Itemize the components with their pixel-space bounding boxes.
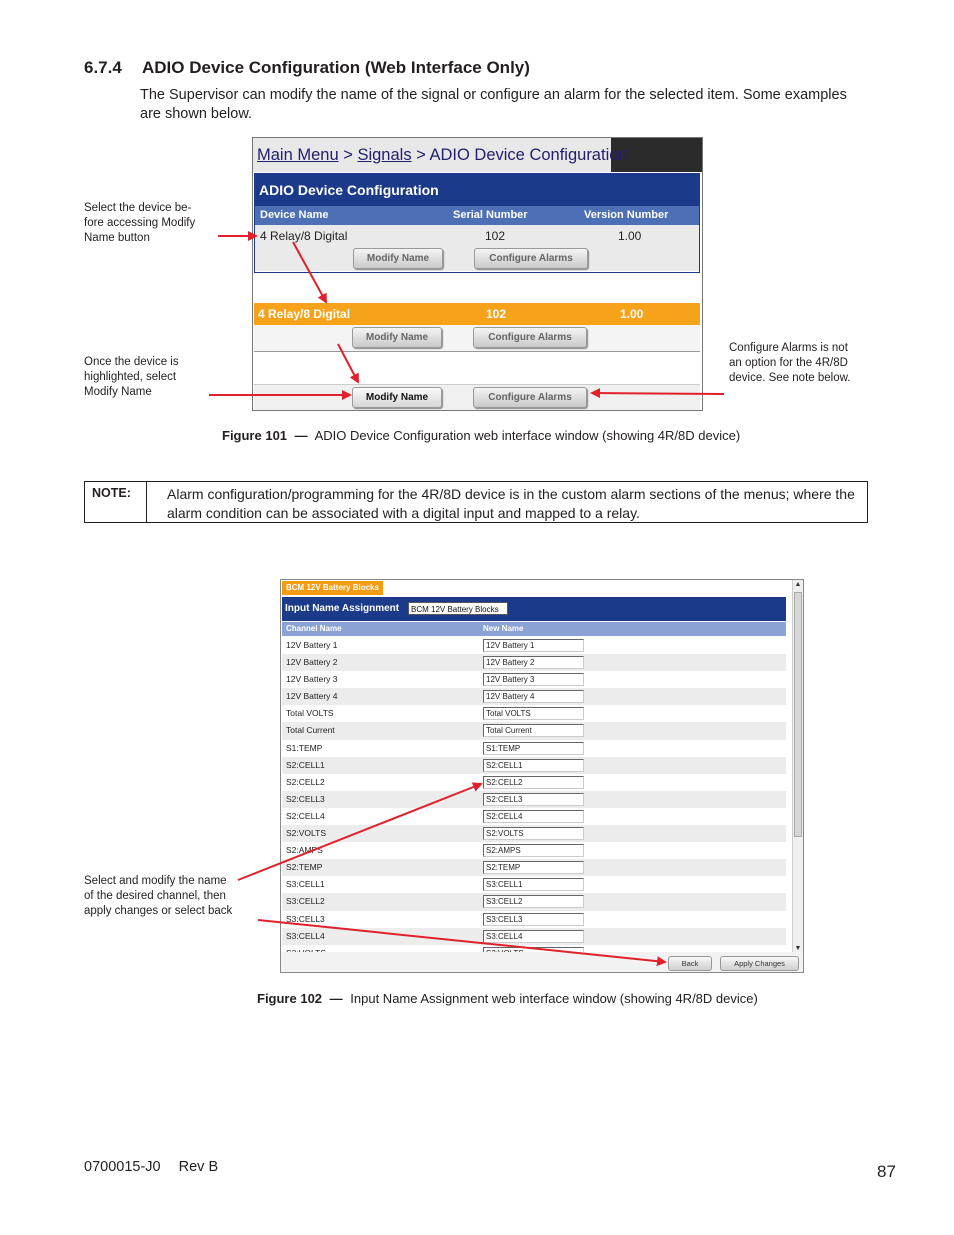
- revision: Rev B: [178, 1159, 219, 1175]
- channel-name: Total Current: [286, 725, 335, 736]
- arrow-modify-button: [338, 344, 358, 382]
- note-text: Alarm configuration/programming for the 4R/8D device is in the custom alarm sections of the menus; where the alarm condition can be associated with a digital input and mapped to a relay.: [167, 486, 855, 521]
- new-name-input[interactable]: S2:CELL2: [483, 776, 584, 789]
- configure-alarms-button[interactable]: Configure Alarms: [473, 387, 587, 408]
- callout-highlighted: Once the device is highlighted, select Modify Name: [84, 356, 179, 398]
- channel-name: S2:CELL4: [286, 810, 325, 821]
- section-title: ADIO Device Configuration (Web Interface Only): [142, 58, 530, 77]
- channel-name: S2:AMPS: [286, 845, 323, 856]
- configure-alarms-button[interactable]: Configure Alarms: [473, 327, 587, 348]
- new-name-input[interactable]: S1:TEMP: [483, 742, 584, 755]
- modify-name-button[interactable]: Modify Name: [353, 248, 443, 269]
- breadcrumb-signals[interactable]: Signals: [357, 146, 412, 164]
- col-channel-name: Channel Name: [286, 624, 342, 633]
- header-label: Input Name Assignment: [285, 603, 400, 614]
- channel-name: 12V Battery 2: [286, 657, 338, 668]
- caption-label: Figure 101: [222, 428, 288, 443]
- arrow-buttons: [258, 920, 665, 962]
- channel-name: S2:TEMP: [286, 862, 323, 873]
- channel-name: 12V Battery 4: [286, 691, 338, 702]
- scroll-down-icon[interactable]: ▼: [794, 945, 802, 952]
- caption-label: Figure 102: [257, 991, 323, 1006]
- configure-alarms-button[interactable]: Configure Alarms: [474, 248, 588, 269]
- callout-alarms-not-option: Configure Alarms is not an option for the 4R/8D device. See note below.: [729, 342, 851, 384]
- col-serial-number: Serial Number: [453, 209, 528, 221]
- col-version-number: Version Number: [584, 209, 669, 221]
- device-serial: 102: [485, 229, 506, 243]
- new-name-input[interactable]: S2:AMPS: [483, 844, 584, 857]
- new-name-input[interactable]: S2:CELL3: [483, 793, 584, 806]
- new-name-input[interactable]: S2:VOLTS: [483, 827, 584, 840]
- breadcrumb-separator: >: [343, 146, 353, 164]
- channel-name: S2:CELL3: [286, 793, 325, 804]
- channel-name: S3:CELL2: [286, 896, 325, 907]
- new-name-input[interactable]: S2:CELL4: [483, 810, 584, 823]
- arrow-channel: [238, 784, 481, 880]
- caption-text: Input Name Assignment web interface window (showing 4R/8D device): [350, 991, 758, 1006]
- channel-name: Total VOLTS: [286, 708, 334, 719]
- new-name-input[interactable]: 12V Battery 2: [483, 656, 584, 669]
- breadcrumb-separator: >: [416, 146, 426, 164]
- channel-name: S2:VOLTS: [286, 828, 326, 839]
- new-name-input[interactable]: S3:CELL3: [483, 913, 584, 926]
- caption-dash: —: [294, 428, 308, 443]
- device-name: 4 Relay/8 Digital: [260, 229, 348, 243]
- channel-name: S1:TEMP: [286, 742, 323, 753]
- device-name: 4 Relay/8 Digital: [258, 307, 351, 321]
- arrow-highlight: [293, 242, 326, 302]
- scroll-up-icon[interactable]: ▲: [794, 581, 802, 588]
- channel-name: S3:CELL1: [286, 879, 325, 890]
- intro-paragraph: The Supervisor can modify the name of the signal or configure an alarm for the selected item. Some examples are shown below.: [140, 87, 847, 122]
- breadcrumb-main-menu[interactable]: Main Menu: [257, 146, 339, 164]
- modify-name-button[interactable]: Modify Name: [352, 387, 442, 408]
- section-number: 6.7.4: [84, 58, 122, 77]
- callout-select-device: Select the device be- fore accessing Modify Name button: [84, 202, 196, 244]
- arrow-configure-alarms: [592, 393, 724, 394]
- channel-name: S3:CELL3: [286, 913, 325, 924]
- new-name-input[interactable]: Total Current: [483, 724, 584, 737]
- channel-name: 12V Battery 3: [286, 674, 338, 685]
- caption-dash: —: [329, 991, 343, 1006]
- new-name-input[interactable]: 12V Battery 4: [483, 690, 584, 703]
- caption-text: ADIO Device Configuration web interface window (showing 4R/8D device): [314, 428, 741, 443]
- new-name-input[interactable]: 12V Battery 1: [483, 639, 584, 652]
- device-version: 1.00: [620, 307, 644, 321]
- new-name-input[interactable]: S3:CELL1: [483, 878, 584, 891]
- callout-modify-channel: Select and modify the name of the desired channel, then apply changes or select back: [84, 875, 233, 917]
- group-name-input[interactable]: BCM 12V Battery Blocks: [408, 602, 508, 615]
- apply-changes-button[interactable]: Apply Changes: [720, 956, 799, 971]
- tab-bcm-battery-blocks[interactable]: BCM 12V Battery Blocks: [282, 581, 383, 595]
- note-label: NOTE:: [85, 482, 147, 522]
- new-name-input[interactable]: S3:CELL2: [483, 895, 584, 908]
- new-name-input[interactable]: S2:TEMP: [483, 861, 584, 874]
- channel-name: S2:CELL2: [286, 776, 325, 787]
- panel-title: ADIO Device Configuration: [255, 174, 699, 206]
- device-version: 1.00: [618, 229, 642, 243]
- page-number: 87: [877, 1162, 896, 1181]
- new-name-input[interactable]: 12V Battery 3: [483, 673, 584, 686]
- new-name-input[interactable]: Total VOLTS: [483, 707, 584, 720]
- doc-number: 0700015-J0: [84, 1159, 161, 1175]
- new-name-input[interactable]: S3:CELL4: [483, 930, 584, 943]
- device-serial: 102: [486, 307, 507, 321]
- new-name-input[interactable]: S2:CELL1: [483, 759, 584, 772]
- col-new-name: New Name: [483, 624, 524, 633]
- channel-name: S2:CELL1: [286, 759, 325, 770]
- modify-name-button[interactable]: Modify Name: [352, 327, 442, 348]
- channel-name: 12V Battery 1: [286, 640, 338, 650]
- breadcrumb-current: ADIO Device Configuration: [429, 146, 628, 164]
- back-button[interactable]: Back: [668, 956, 712, 971]
- col-device-name: Device Name: [260, 209, 329, 221]
- channel-name: S3:CELL4: [286, 930, 325, 941]
